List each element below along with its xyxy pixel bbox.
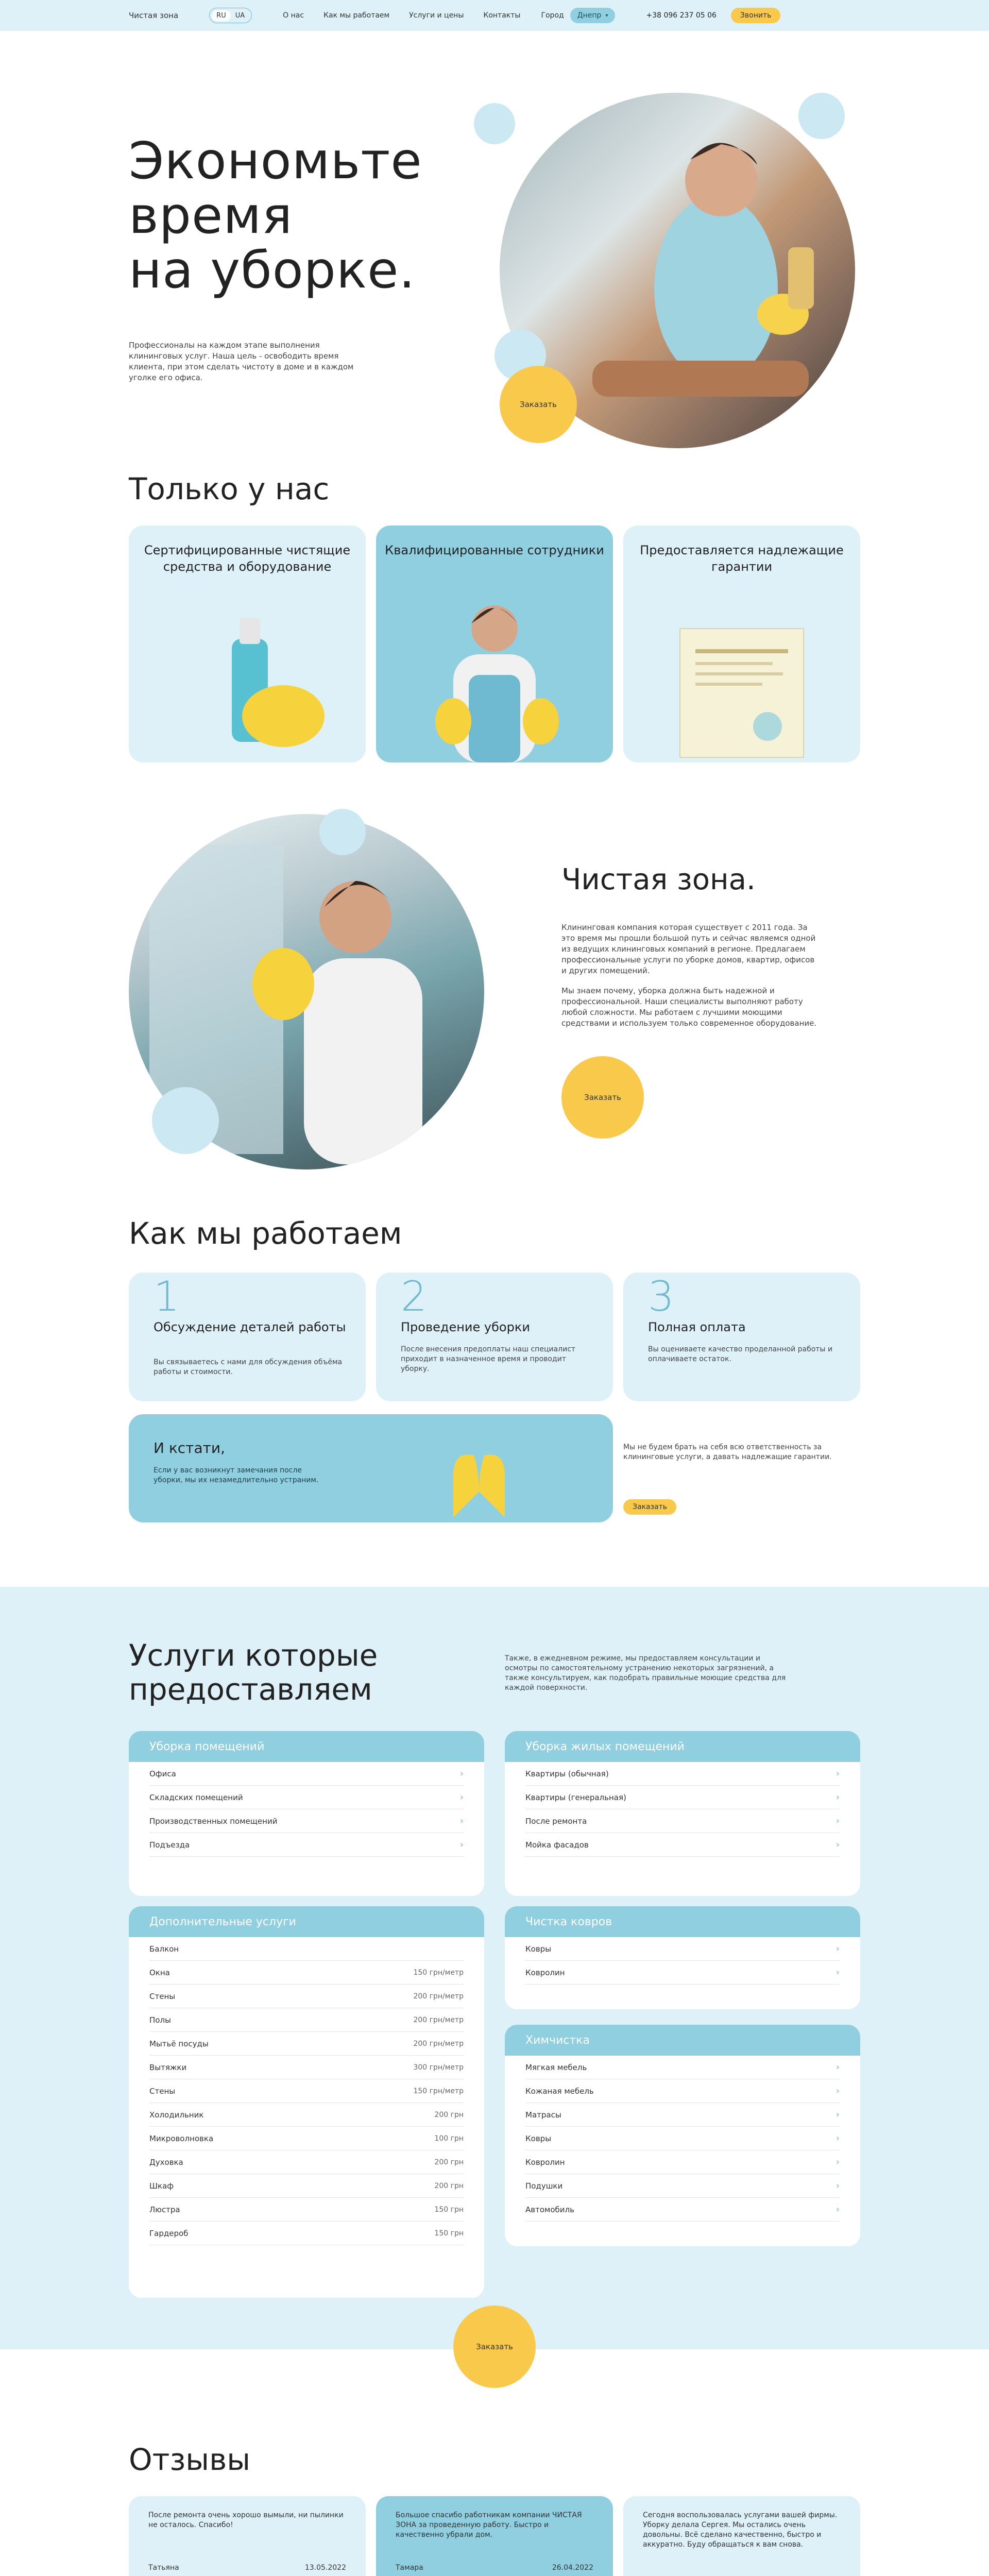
service-row[interactable]: [149, 2032, 464, 2056]
step-number: 2: [401, 1273, 427, 1320]
service-price: 200 грн: [434, 2110, 464, 2119]
service-group-title: Химчистка: [505, 2025, 860, 2056]
review-card: [623, 2496, 860, 2576]
chevron-right-icon: ›: [459, 1768, 464, 1779]
about-order-button[interactable]: Заказать: [561, 1056, 644, 1139]
hero-title-line-2: время: [129, 187, 293, 245]
service-group-title: Уборка помещений: [129, 1731, 484, 1762]
service-row[interactable]: [525, 2103, 840, 2127]
service-row[interactable]: [525, 1961, 840, 1985]
step-title: Полная оплата: [648, 1320, 746, 1334]
service-row[interactable]: [525, 2198, 840, 2222]
chevron-right-icon: ›: [835, 1943, 840, 1954]
service-row[interactable]: [149, 1762, 464, 1786]
service-label: Офиса: [149, 1769, 176, 1778]
step-number: 3: [648, 1273, 674, 1320]
service-row[interactable]: [525, 2127, 840, 2150]
about-paragraph-1: Клининговая компания которая существует с 2011 года. За это время мы прошли большой путь и сейчас являемся одной из ведущих клининговых компаний в регионе. Предлагаем профессиональные услуги по уборке домов, квартир, офисов и других помещений.: [561, 923, 816, 975]
service-price: 150 грн: [434, 2229, 464, 2238]
nav-about[interactable]: О нас: [283, 11, 304, 20]
staff-illustration: [376, 592, 613, 762]
header: [0, 0, 989, 31]
review-date: 26.04.2022: [552, 2564, 593, 2572]
about-text: [561, 922, 819, 1038]
service-group-title: Уборка жилых помещений: [505, 1731, 860, 1762]
service-price: 200 грн/метр: [413, 2015, 464, 2024]
service-price: 300 грн/метр: [413, 2063, 464, 2072]
service-row[interactable]: [149, 1786, 464, 1809]
chevron-right-icon: ›: [459, 1816, 464, 1826]
feature-card-guarantee: [623, 526, 860, 762]
service-row[interactable]: [525, 1786, 840, 1809]
chevron-right-icon: ›: [835, 2204, 840, 2215]
review-text: Большое спасибо работникам компании ЧИСТАЯ ЗОНА за проведенную работу. Быстро и качественно убрали дом.: [396, 2511, 582, 2539]
language-switch[interactable]: [209, 8, 252, 23]
deco-circle-2: [798, 93, 845, 139]
about-title: Чистая зона.: [561, 863, 756, 896]
service-group-title: Дополнительные услуги: [129, 1906, 484, 1937]
service-label: Подъезда: [149, 1840, 190, 1850]
service-row[interactable]: [525, 2174, 840, 2198]
extra-card: [129, 1414, 613, 1522]
step-card-2: [376, 1273, 613, 1401]
step-card-1: [129, 1273, 366, 1401]
review-text: После ремонта очень хорошо вымыли, ни пылинки не осталось. Спасибо!: [148, 2511, 344, 2529]
service-price: 200 грн/метр: [413, 2039, 464, 2048]
service-label: Гардероб: [149, 2228, 189, 2238]
services-title: [129, 1638, 378, 1706]
review-footer: [148, 2564, 346, 2572]
service-price: 200 грн: [434, 2158, 464, 2166]
service-group-extra: [129, 1906, 484, 2298]
service-label: Вытяжки: [149, 2062, 187, 2072]
service-row[interactable]: [525, 1762, 840, 1786]
chevron-right-icon: ›: [835, 1792, 840, 1803]
hero-lead: Профессионалы на каждом этапе выполнения клининговых услуг. Наша цель - освободить время клиента, при этом сделать чистоту в доме и в каждом уголке его офиса.: [129, 341, 354, 382]
services-intro: Также, в ежедневном режиме, мы предоставляем консультации и осмотры по самостоятельному устранению некоторых загрязнений, а также консультируем, как подобрать правильные моющие средства для каждой поверхности.: [505, 1654, 786, 1692]
review-footer: [396, 2564, 593, 2572]
chevron-right-icon: ›: [835, 1768, 840, 1779]
hero-title: [129, 134, 489, 298]
service-group-living: [505, 1731, 860, 1896]
service-row[interactable]: [149, 2150, 464, 2174]
chevron-right-icon: ›: [835, 1967, 840, 1978]
service-row[interactable]: [149, 1961, 464, 1985]
chevron-right-icon: ›: [459, 1792, 464, 1803]
service-row[interactable]: [525, 1937, 840, 1961]
service-label: Кожаная мебель: [525, 2086, 594, 2096]
city-value: Днепр: [577, 11, 602, 20]
lang-ua[interactable]: UA: [235, 11, 245, 20]
nav-services[interactable]: Услуги и цены: [409, 11, 464, 20]
service-price: 100 грн: [434, 2134, 464, 2143]
chevron-right-icon: ›: [835, 2133, 840, 2144]
service-label: Квартиры (обычная): [525, 1769, 609, 1778]
feature-card-title: Квалифицированные сотрудники: [385, 543, 604, 557]
about-paragraph-2: Мы знаем почему, уборка должна быть надежной и профессиональной. Наши специалисты выполняют работу любой сложности. Мы работаем с лучшими моющими средствами и используем только современное оборудование.: [561, 986, 817, 1028]
service-row[interactable]: [525, 1809, 840, 1833]
review-date: 13.05.2022: [304, 2564, 346, 2572]
service-label: Автомобиль: [525, 2205, 574, 2214]
service-label: Окна: [149, 1968, 170, 1977]
service-row[interactable]: [149, 2222, 464, 2245]
service-row[interactable]: [149, 1833, 464, 1857]
service-group-carpets: [505, 1906, 860, 2009]
review-author: Татьяна: [148, 2564, 179, 2572]
service-label: Полы: [149, 2015, 171, 2025]
service-row[interactable]: [149, 2127, 464, 2150]
side-order-button[interactable]: Заказать: [623, 1499, 676, 1515]
step-desc: Вы оцениваете качество проделанной работы и оплачиваете остаток.: [648, 1345, 833, 1363]
service-label: Мытьё посуды: [149, 2039, 209, 2048]
hero: [0, 31, 989, 417]
service-row[interactable]: [149, 2198, 464, 2222]
chevron-right-icon: ›: [835, 2109, 840, 2120]
service-price: 150 грн/метр: [413, 2087, 464, 2095]
service-label: Квартиры (генеральная): [525, 1792, 626, 1802]
service-group-drycleaning: [505, 2025, 860, 2246]
service-row[interactable]: [525, 2150, 840, 2174]
service-price: 150 грн/метр: [413, 1968, 464, 1977]
heart-hands-illustration: [376, 1414, 582, 1522]
service-label: Микроволновка: [149, 2133, 214, 2143]
logo[interactable]: Чистая зона: [129, 11, 179, 20]
step-desc: Вы связываетесь с нами для обсуждения объёма работы и стоимости.: [154, 1358, 343, 1376]
services-title-line-1: Услуги которые: [129, 1638, 378, 1673]
service-label: Стены: [149, 2086, 176, 2096]
step-desc: После внесения предоплаты наш специалист приходит в назначенное время и проводит уборку.: [401, 1345, 576, 1373]
service-price: 150 грн: [434, 2205, 464, 2214]
chevron-down-icon: ▾: [605, 12, 608, 19]
reviews-title: Отзывы: [129, 2442, 251, 2477]
service-label: Духовка: [149, 2157, 183, 2167]
chevron-right-icon: ›: [835, 2062, 840, 2073]
extra-title: И кстати,: [154, 1439, 226, 1456]
service-label: Мягкая мебель: [525, 2062, 587, 2072]
review-text: Сегодня воспользовалась услугами вашей фирмы. Уборку делала Сергея. Мы остались очень довольны. Всё сделано качественно, быстро и аккуратно. Буду обращаться к вам снова.: [643, 2511, 838, 2549]
service-label: Мойка фасадов: [525, 1840, 589, 1850]
service-row[interactable]: [149, 1937, 464, 1961]
header-phone[interactable]: +38 096 237 05 06: [646, 11, 717, 20]
service-row[interactable]: [149, 2079, 464, 2103]
chevron-right-icon: ›: [835, 1839, 840, 1850]
service-label: Матрасы: [525, 2110, 561, 2120]
service-row[interactable]: [149, 1809, 464, 1833]
service-label: Производственных помещений: [149, 1816, 278, 1826]
step-title: Проведение уборки: [401, 1320, 530, 1334]
service-row[interactable]: [149, 2103, 464, 2127]
step-card-3: [623, 1273, 860, 1401]
feature-card-equipment: [129, 526, 366, 762]
service-label: Холодильник: [149, 2110, 204, 2120]
step-title: Обсуждение деталей работы: [154, 1320, 346, 1334]
service-label: Ковролин: [525, 2157, 565, 2167]
call-button[interactable]: Звонить: [731, 8, 780, 23]
hero-order-button[interactable]: Заказать: [500, 366, 577, 443]
only-title: Только у нас: [129, 471, 330, 506]
review-card: [129, 2496, 366, 2576]
spray-illustration: [129, 608, 366, 762]
service-label: Подушки: [525, 2181, 563, 2191]
nav-contacts[interactable]: Контакты: [483, 11, 521, 20]
city-label: Город: [541, 11, 564, 20]
service-label: Шкаф: [149, 2181, 174, 2191]
service-row[interactable]: [149, 2008, 464, 2032]
service-row[interactable]: [149, 2056, 464, 2079]
service-label: Ковры: [525, 2133, 552, 2143]
service-row[interactable]: [525, 2079, 840, 2103]
service-price: 200 грн: [434, 2181, 464, 2190]
service-row[interactable]: [525, 2056, 840, 2079]
feature-card-title: Предоставляется надлежащие гарантии: [640, 543, 844, 574]
lang-ru[interactable]: RU: [212, 10, 231, 21]
feature-card-staff: [376, 526, 613, 762]
service-row[interactable]: [149, 1985, 464, 2008]
deco-circle-5: [152, 1087, 219, 1154]
services-title-line-2: предоставляем: [129, 1672, 372, 1707]
deco-circle-4: [319, 809, 366, 855]
services-order-button[interactable]: Заказать: [453, 2306, 536, 2388]
main-nav: [283, 11, 520, 20]
chevron-right-icon: ›: [835, 2157, 840, 2167]
extra-desc: Если у вас возникнут замечания после уборки, мы их незамедлительно устраним.: [154, 1466, 319, 1484]
side-note: Мы не будем брать на себя всю ответственность за клининговые услуги, а давать надлежащие гарантии.: [623, 1443, 832, 1461]
service-row[interactable]: [525, 1833, 840, 1857]
chevron-right-icon: ›: [835, 1816, 840, 1826]
service-row[interactable]: [149, 2174, 464, 2198]
service-label: Ковры: [525, 1944, 552, 1954]
service-label: Балкон: [149, 1944, 179, 1954]
chevron-right-icon: ›: [459, 1839, 464, 1850]
review-author: Тамара: [396, 2564, 423, 2572]
service-label: Стены: [149, 1991, 176, 2001]
service-label: Складских помещений: [149, 1792, 243, 1802]
service-label: Ковролин: [525, 1968, 565, 1977]
service-group-title: Чистка ковров: [505, 1906, 860, 1937]
nav-how[interactable]: Как мы работаем: [323, 11, 390, 20]
service-group-premises: [129, 1731, 484, 1896]
hero-title-line-3: на уборке.: [129, 241, 416, 300]
chevron-right-icon: ›: [835, 2086, 840, 2096]
service-label: Люстра: [149, 2205, 180, 2214]
hero-title-line-1: Экономьте: [129, 132, 422, 191]
service-label: После ремонта: [525, 1816, 587, 1826]
how-title: Как мы работаем: [129, 1216, 402, 1251]
city-select[interactable]: [570, 8, 616, 23]
certificate-illustration: [623, 608, 860, 762]
feature-card-title: Сертифицированные чистящие средства и оборудование: [144, 543, 351, 574]
step-number: 1: [154, 1273, 180, 1320]
service-price: 200 грн/метр: [413, 1992, 464, 2001]
review-card: [376, 2496, 613, 2576]
chevron-right-icon: ›: [835, 2180, 840, 2191]
